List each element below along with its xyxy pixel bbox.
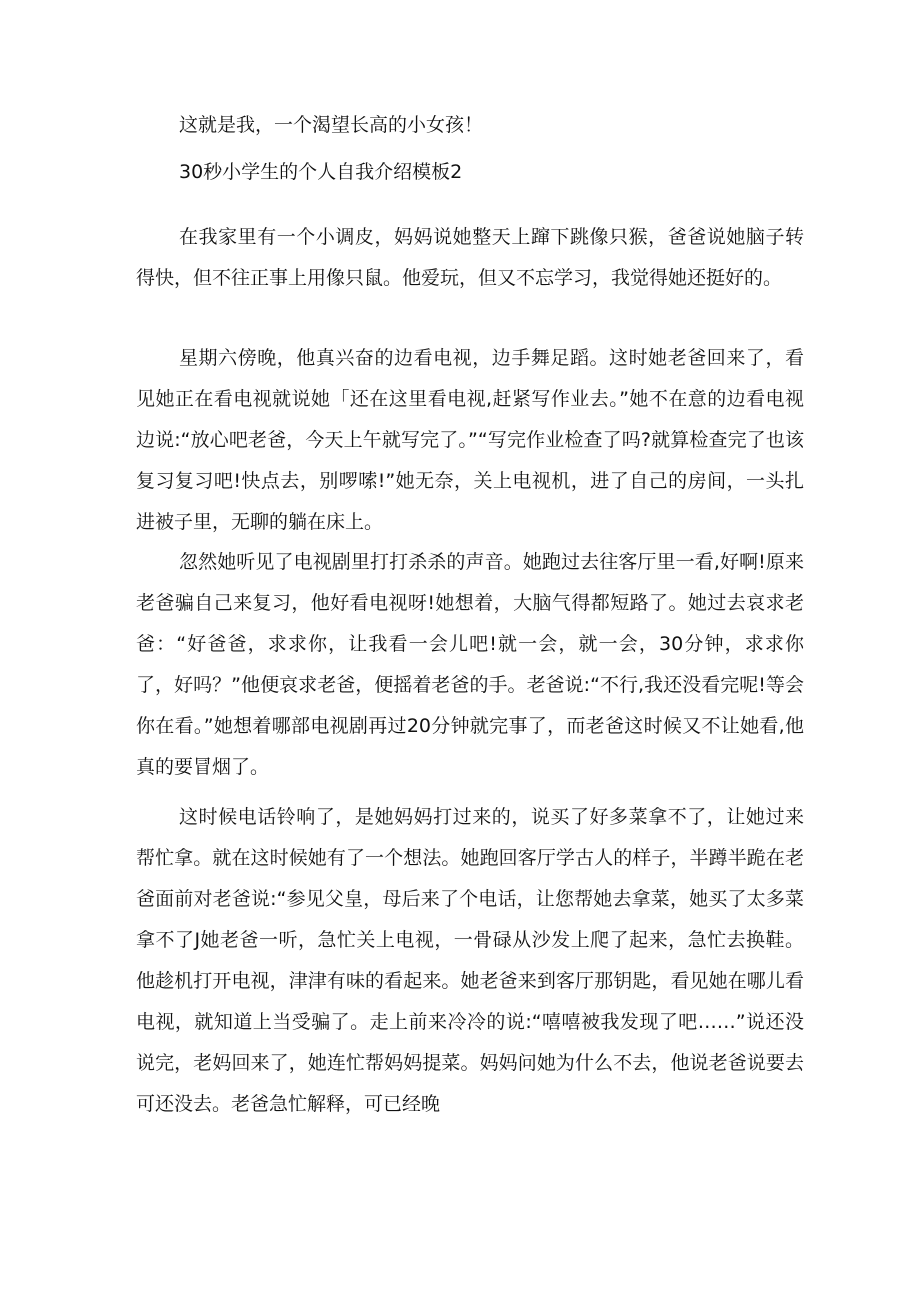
paragraph-4: 这时候电话铃响了，是她妈妈打过来的，说买了好多菜拿不了，让她过来帮忙拿。就在这时候她有了一个想法。她跑回客厅学古人的样子，半蹲半跪在老爸面前对老爸说:“参见父皇，母后来了个电话，让您帮她去拿菜，她买了太多菜拿不了J她老爸一听，急忙关上电视，一骨碌从沙发上爬了起来，急忙去换鞋。他趁机打开电视，津津有味的看起来。她老爸来到客厅那钥匙，看见她在哪儿看电视，就知道上当受骗了。走上前来冷冷的说:“嘻嘻被我发现了吧……”说还没说完，老妈回来了，她连忙帮妈妈提菜。妈妈问她为什么不去，他说老爸说要去可还没去。老爸急忙解释，可已经晚 <box>136 806 804 1115</box>
intro-line: 这就是我，一个渴望长高的小女孩！ <box>179 114 484 136</box>
paragraph-2: 星期六傍晚，他真兴奋的边看电视，边手舞足蹈。这时她老爸回来了，看见她正在看电视就说她「还在这里看电视,赶紧写作业去。”她不在意的边看电视边说:“放心吧老爸，今天上午就写完了。”“写完作业检查了吗?就算检查完了也该复习复习吧!快点去，别啰嗦!”她无奈，关上电视机，进了自己的房间，一头扎进被子里，无聊的躺在床上。 <box>136 347 804 533</box>
section-title: 30秒小学生的个人自我介绍模板2 <box>179 161 463 183</box>
paragraph-1: 在我家里有一个小调皮，妈妈说她整天上蹿下跳像只猴，爸爸说她脑子转得快，但不往正事上用像只鼠。他爱玩，但又不忘学习，我觉得她还挺好的。 <box>136 226 804 289</box>
paragraph-3: 忽然她听见了电视剧里打打杀杀的声音。她跑过去往客厅里一看,好啊!原来老爸骗自己来复习，他好看电视呀!她想着，大脑气得都短路了。她过去哀求老爸：“好爸爸，求求你，让我看一会儿吧!就一会，就一会，30分钟，求求你了，好吗？”他便哀求老爸，便摇着老爸的手。老爸说:“不行,我还没看完呢!等会你在看。”她想着哪部电视剧再过20分钟就完事了，而老爸这时候又不让她看,他真的要冒烟了。 <box>136 551 804 778</box>
